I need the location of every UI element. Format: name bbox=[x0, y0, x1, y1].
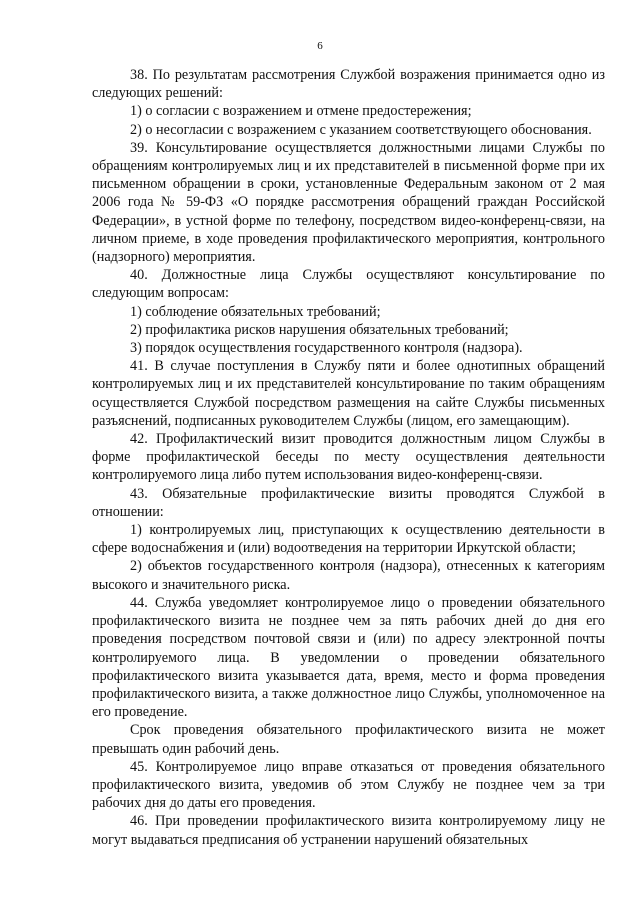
paragraph-39: 39. Консультирование осуществляется должностными лицами Службы по обращениям контролируемых лиц и их представителей в письменной форме при их письменном обращении в сроки, установленные Федеральным законом от 2 мая 2006 года № 59-ФЗ «О порядке рассмотрения обращений граждан Российской Федерации», в устной форме по телефону, посредством видео-конференц-связи, на личном приеме, в ходе проведения профилактического мероприятия, контрольного (надзорного) мероприятия. bbox=[92, 139, 605, 266]
paragraph-45: 45. Контролируемое лицо вправе отказаться от проведения обязательного профилактического визита, уведомив об этом Службу не позднее чем за три рабочих дня до даты его проведения. bbox=[92, 758, 605, 812]
paragraph-38: 38. По результатам рассмотрения Службой возражения принимается одно из следующих решений: bbox=[92, 67, 605, 102]
paragraph-42: 42. Профилактический визит проводится должностным лицом Службы в форме профилактической беседы по месту осуществления деятельности контролируемого лица либо путем использования видео-конференц-связи. bbox=[92, 431, 605, 484]
page-number: 6 bbox=[317, 40, 323, 52]
paragraph-40: 40. Должностные лица Службы осуществляют консультирование по следующим вопросам: bbox=[92, 267, 605, 302]
paragraph-44-continued: Срок проведения обязательного профилактического визита не может превышать один рабочий день. bbox=[92, 722, 605, 757]
list-item: 3) порядок осуществления государственного контроля (надзора). bbox=[130, 340, 523, 357]
paragraph-44: 44. Служба уведомляет контролируемое лицо о проведении обязательного профилактического визита не позднее чем за пять рабочих дней до дня его проведения посредством почтовой связи и (или) по адресу электронной почты контролируемого лица. В уведомлении о проведении обязательного профилактического визита указывается дата, время, место и форма проведения профилактического визита, а также должностное лицо Службы, уполномоченное на его проведение. bbox=[92, 594, 605, 721]
paragraph-46: 46. При проведении профилактического визита контролируемому лицу не могут выдаваться предписания об устранении нарушений обязательных bbox=[92, 813, 605, 848]
list-item: 2) объектов государственного контроля (надзора), отнесенных к категориям высокого и значительного риска. bbox=[92, 558, 605, 593]
list-item: 2) о несогласии с возражением с указанием соответствующего обоснования. bbox=[130, 121, 592, 138]
list-item: 1) контролируемых лиц, приступающих к осуществлению деятельности в сфере водоснабжения и (или) водоотведения на территории Иркутской области; bbox=[92, 522, 605, 557]
list-item: 1) соблюдение обязательных требований; bbox=[130, 303, 381, 320]
document-body bbox=[92, 66, 605, 849]
paragraph-43: 43. Обязательные профилактические визиты проводятся Службой в отношении: bbox=[92, 485, 605, 520]
list-item: 2) профилактика рисков нарушения обязательных требований; bbox=[130, 321, 509, 338]
paragraph-41: 41. В случае поступления в Службу пяти и более однотипных обращений контролируемых лиц и их представителей консультирование по таким обращениям осуществляется Службой посредством размещения на сайте Службы письменных разъяснений, подписанных руководителем Службы (лицом, его замещающим). bbox=[92, 358, 605, 429]
list-item: 1) о согласии с возражением и отмене предостережения; bbox=[130, 103, 472, 120]
